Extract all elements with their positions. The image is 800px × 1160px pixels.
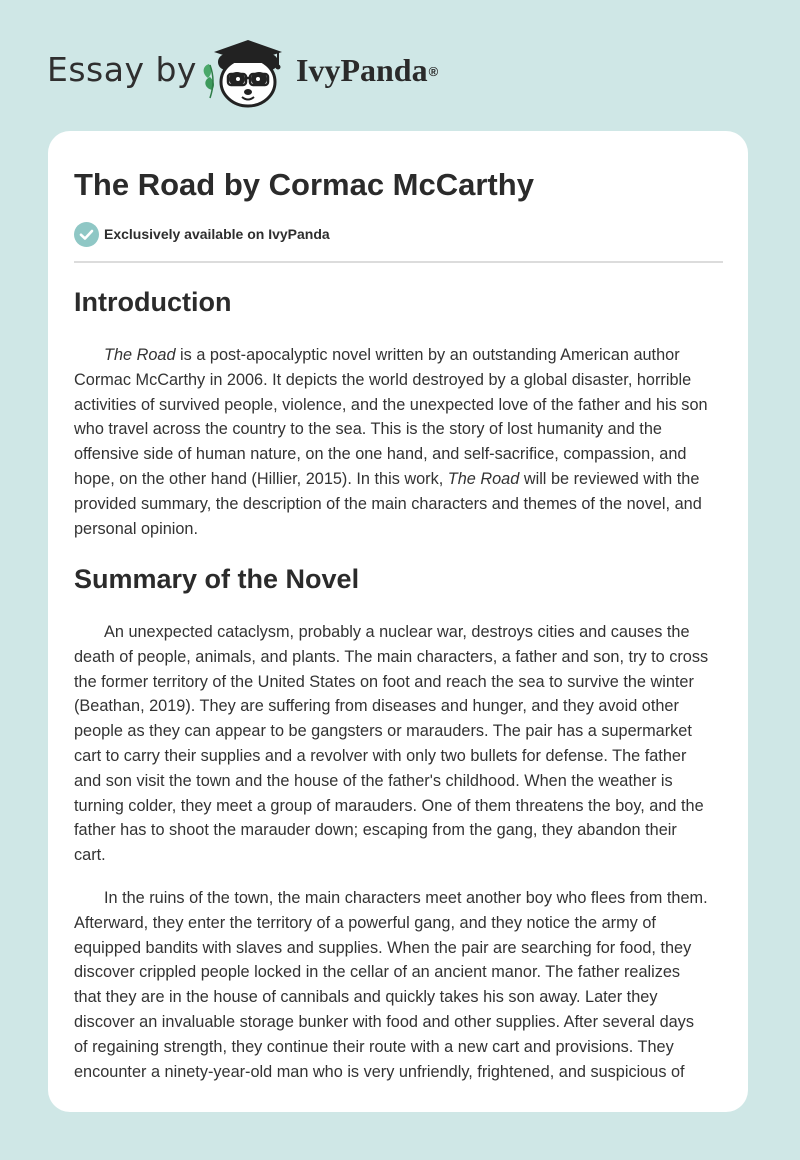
text-line: In the ruins of the town, the main characters meet another boy who flees from them. bbox=[104, 889, 708, 907]
site-header bbox=[0, 0, 800, 130]
text-line: death of people, animals, and plants. The main characters, a father and son, try to cross bbox=[74, 647, 709, 666]
line-text: hope, on the other hand (Hillier, 2015). In this work, bbox=[74, 469, 448, 488]
text-line: discover crippled people locked in the cellar of an ancient manor. The father realizes bbox=[74, 963, 681, 982]
text-line: people as they can appear to be gangsters or marauders. The pair has a supermarket bbox=[74, 722, 692, 741]
text-line: and son visit the town and the house of the father's childhood. When the weather is bbox=[74, 771, 673, 790]
text-line: (Beathan, 2019). They are suffering from diseases and hunger, and they avoid other bbox=[74, 697, 679, 716]
text-line: activities of survived people, violence, and the unexpected love of the father and his son bbox=[74, 395, 708, 414]
book-title-italic: The Road bbox=[104, 346, 176, 364]
section-heading-introduction: Introduction bbox=[74, 287, 232, 317]
text-line bbox=[74, 467, 726, 492]
ivypanda-logo-icon[interactable] bbox=[200, 36, 296, 110]
text-line: cart to carry their supplies and a revolver with only two bullets for defense. The father bbox=[74, 746, 687, 765]
paragraph-summary-2 bbox=[74, 886, 726, 1084]
brand-prefix: Essay by bbox=[47, 50, 197, 89]
essay-card bbox=[48, 131, 748, 1112]
text-line: who travel across the country to the sea. This is the story of lost humanity and the bbox=[74, 420, 662, 439]
line-text: will be reviewed with the bbox=[519, 469, 700, 488]
title-divider bbox=[74, 261, 723, 263]
text-line: Cormac McCarthy in 2006. It depicts the world destroyed by a global disaster, horrible bbox=[74, 370, 692, 389]
ivy-leaf-icon bbox=[204, 64, 214, 98]
text-line: encounter a ninety-year-old man who is very unfriendly, frightened, and suspicious of bbox=[74, 1062, 685, 1081]
text-line: equipped bandits with slaves and supplies. When the pair are searching for food, they bbox=[74, 938, 692, 957]
brand-name[interactable] bbox=[296, 48, 438, 92]
text-line: cart. bbox=[74, 846, 106, 865]
text-line: father has to shoot the marauder down; escaping from the gang, they abandon their bbox=[74, 821, 677, 840]
section-heading-summary: Summary of the Novel bbox=[74, 564, 360, 594]
text-line: the former territory of the United States on foot and reach the sea to survive the winter bbox=[74, 672, 694, 691]
text-line: An unexpected cataclysm, probably a nuclear war, destroys cities and causes the bbox=[104, 623, 690, 641]
registered-mark: ® bbox=[428, 64, 439, 79]
text-line: turning colder, they meet a group of marauders. One of them threatens the boy, and the bbox=[74, 796, 704, 815]
check-circle-icon bbox=[74, 222, 99, 247]
paragraph-introduction bbox=[74, 343, 726, 541]
book-title-italic: The Road bbox=[447, 469, 520, 488]
text-line: that they are in the house of cannibals and quickly takes his son away. Later they bbox=[74, 988, 658, 1007]
text-line: of regaining strength, they continue their route with a new cart and provisions. They bbox=[74, 1037, 674, 1056]
text-line: Afterward, they enter the territory of a powerful gang, and they notice the army of bbox=[74, 913, 656, 932]
text-line: personal opinion. bbox=[74, 519, 199, 538]
exclusive-badge bbox=[74, 221, 330, 247]
text-line bbox=[74, 343, 726, 368]
brand-name-text: IvyPanda bbox=[296, 52, 428, 88]
badge-label: Exclusively available on IvyPanda bbox=[104, 226, 330, 242]
text-line: offensive side of human nature, on the one hand, and self-sacrifice, compassion, and bbox=[74, 445, 687, 464]
page-title: The Road by Cormac McCarthy bbox=[74, 167, 534, 202]
line-text: is a post-apocalyptic novel written by an outstanding American author bbox=[175, 346, 680, 364]
text-line: discover an invaluable storage bunker with food and other supplies. After several days bbox=[74, 1012, 694, 1031]
paragraph-summary-1 bbox=[74, 620, 726, 868]
text-line: provided summary, the description of the main characters and themes of the novel, and bbox=[74, 494, 702, 513]
